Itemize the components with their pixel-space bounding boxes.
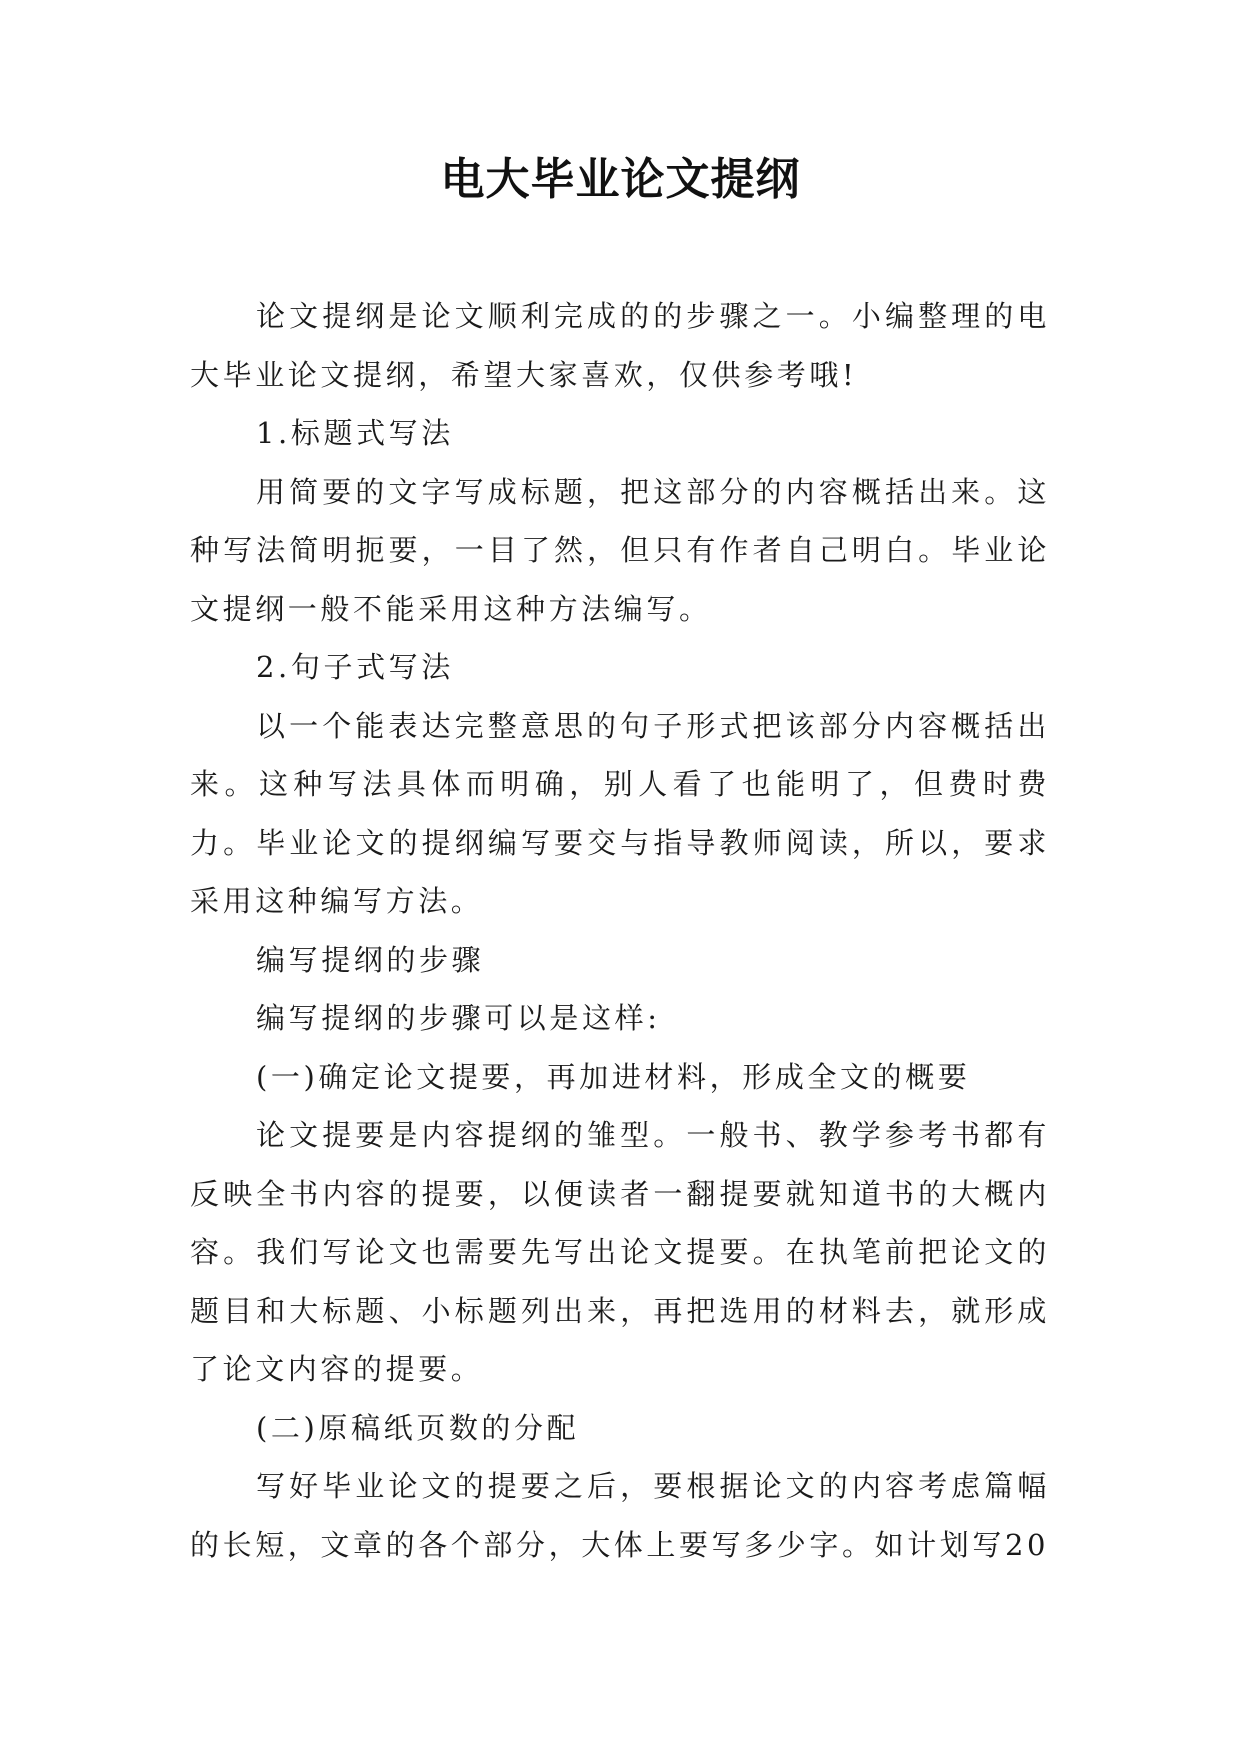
document-body (190, 287, 1050, 1574)
heading-sentence-style: 2.句子式写法 (256, 650, 454, 684)
heading-outline-steps: 编写提纲的步骤 (256, 942, 485, 977)
paragraph-step-one: 论文提要是内容提纲的雏型。一般书、教学参考书都有反映全书内容的提要，以便读者一翻提要就知道书的大概内容。我们写论文也需要先写出论文提要。在执笔前把论文的题目和大标题、小标题列出来，再把选用的材料去，就形成了论文内容的提要。 (190, 1118, 1050, 1386)
heading-step-two: (二)原稿纸页数的分配 (256, 1410, 580, 1445)
paragraph-sentence-style: 以一个能表达完整意思的句子形式把该部分内容概括出来。这种写法具体而明确，别人看了也能明了，但费时费力。毕业论文的提纲编写要交与指导教师阅读，所以，要求采用这种编写方法。 (190, 708, 1050, 918)
paragraph-intro: 论文提纲是论文顺利完成的的步骤之一。小编整理的电大毕业论文提纲，希望大家喜欢，仅供参考哦! (190, 299, 1050, 392)
heading-title-style: 1.标题式写法 (256, 416, 454, 450)
paragraph-steps-intro: 编写提纲的步骤可以是这样: (256, 1001, 661, 1035)
document-title: 电大毕业论文提纲 (440, 154, 801, 205)
paragraph-title-style: 用简要的文字写成标题，把这部分的内容概括出来。这种写法简明扼要，一目了然，但只有作者自己明白。毕业论文提纲一般不能采用这种方法编写。 (190, 474, 1050, 626)
heading-step-one: (一)确定论文提要，再加进材料，形成全文的概要 (256, 1059, 971, 1094)
paragraph-step-two: 写好毕业论文的提要之后，要根据论文的内容考虑篇幅的长短，文章的各个部分，大体上要写多少字。如计划写20 (190, 1469, 1050, 1562)
